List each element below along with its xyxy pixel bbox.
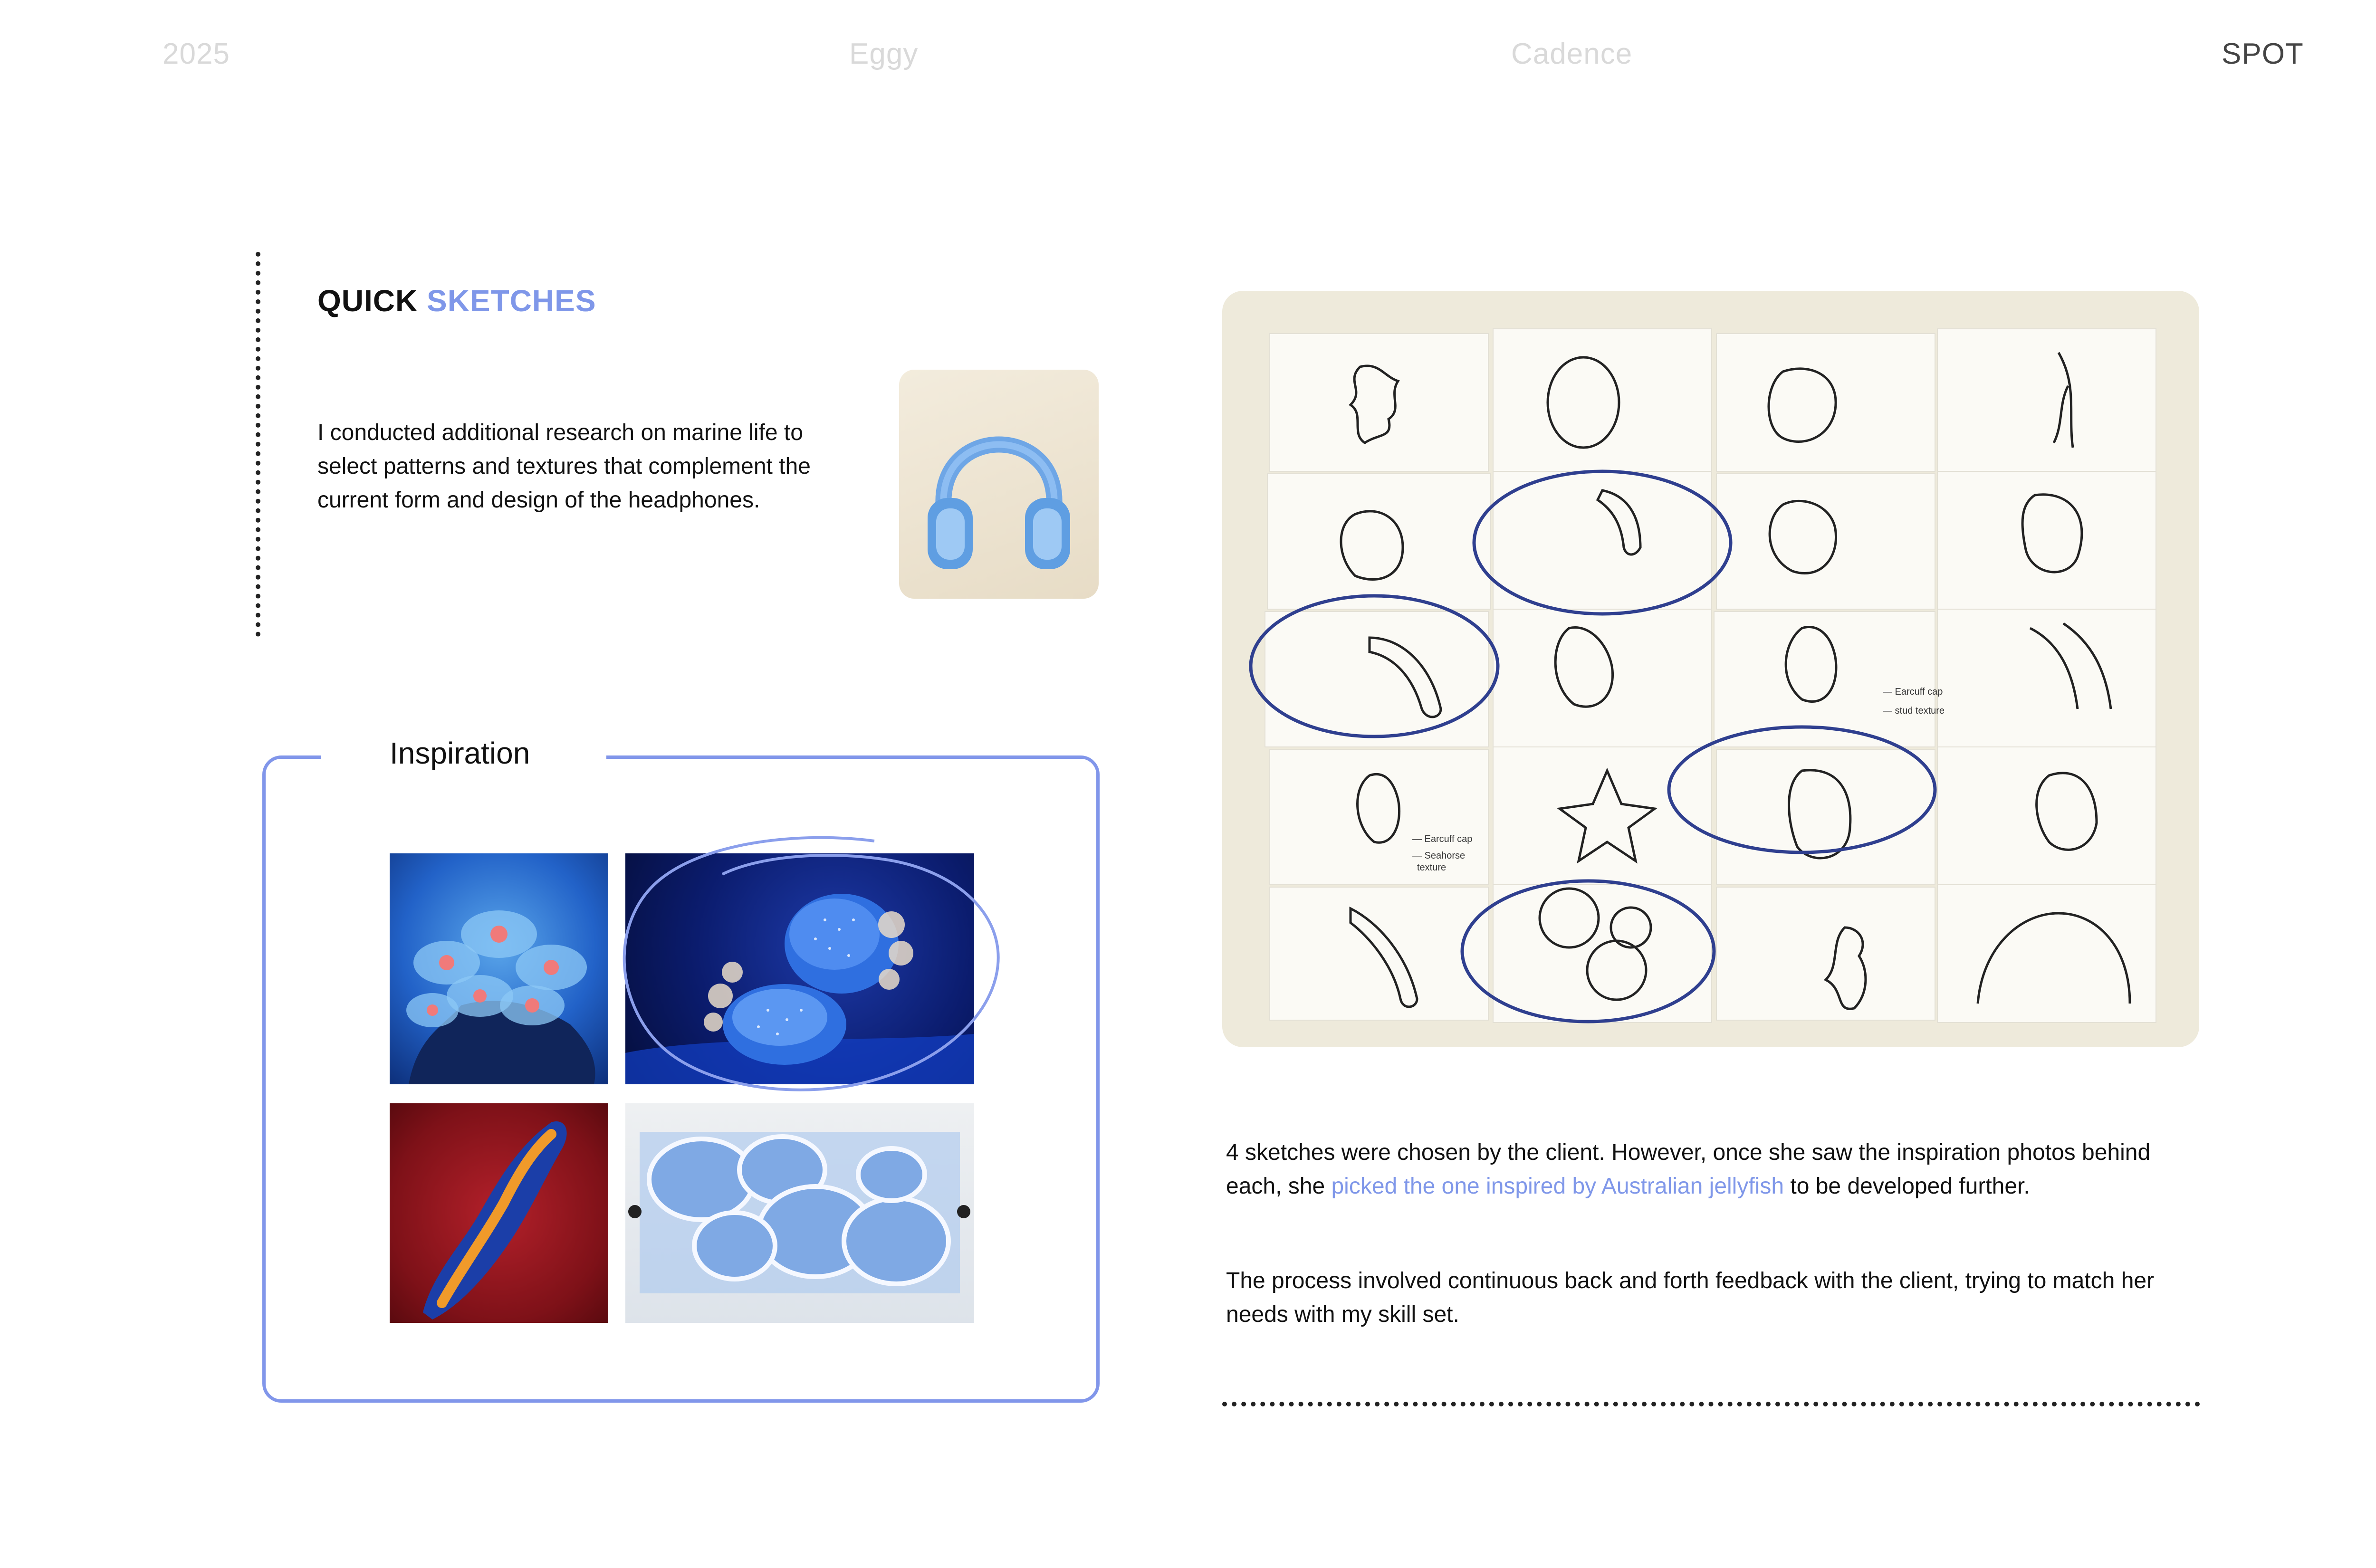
nav-cadence[interactable]: Cadence	[1511, 38, 1633, 70]
nav-spot[interactable]: SPOT	[2222, 38, 2304, 70]
title-sketches: SKETCHES	[427, 284, 596, 318]
flatworm-photo	[390, 1103, 608, 1323]
nav-year[interactable]: 2025	[163, 38, 230, 70]
coral-jellyfish-photo	[390, 853, 608, 1084]
sketch-note-b3: texture	[1417, 862, 1447, 873]
para1-highlight: picked the one inspired by Australian jellyfish	[1331, 1174, 1784, 1199]
headphones-illustration	[899, 370, 1099, 599]
vertical-dotted-divider	[256, 252, 260, 637]
intro-text: I conducted additional research on marine life to select patterns and textures that complement the current form and design of the headphones.	[317, 420, 811, 513]
sketch-note-b1: — Earcuff cap	[1412, 834, 1473, 844]
inspiration-title: Inspiration	[390, 736, 530, 770]
horizontal-dotted-divider	[1222, 1402, 2200, 1406]
sketch-note-a1: — Earcuff cap	[1883, 687, 1943, 697]
nav-eggy[interactable]: Eggy	[849, 38, 919, 70]
sketch-note-a2: — stud texture	[1883, 706, 1945, 716]
description-paragraph-1	[1226, 1136, 2205, 1203]
sketch-note-b2: — Seahorse	[1412, 851, 1466, 861]
headphones-photo	[899, 370, 1099, 599]
selection-scribble	[604, 822, 1012, 1117]
section-title	[317, 283, 596, 318]
description-paragraph-2: The process involved continuous back and forth feedback with the client, trying to match her needs with my skill set.	[1226, 1268, 2155, 1327]
sketch-board-photo	[1222, 291, 2199, 1047]
title-quick: QUICK	[317, 284, 418, 318]
para1-after: to be developed further.	[1784, 1174, 2030, 1199]
bubbles-photo	[625, 1103, 974, 1323]
para1-before: 4 sketches were chosen by the client. However, once she saw the inspiration photos behind each, she	[1226, 1140, 2151, 1199]
